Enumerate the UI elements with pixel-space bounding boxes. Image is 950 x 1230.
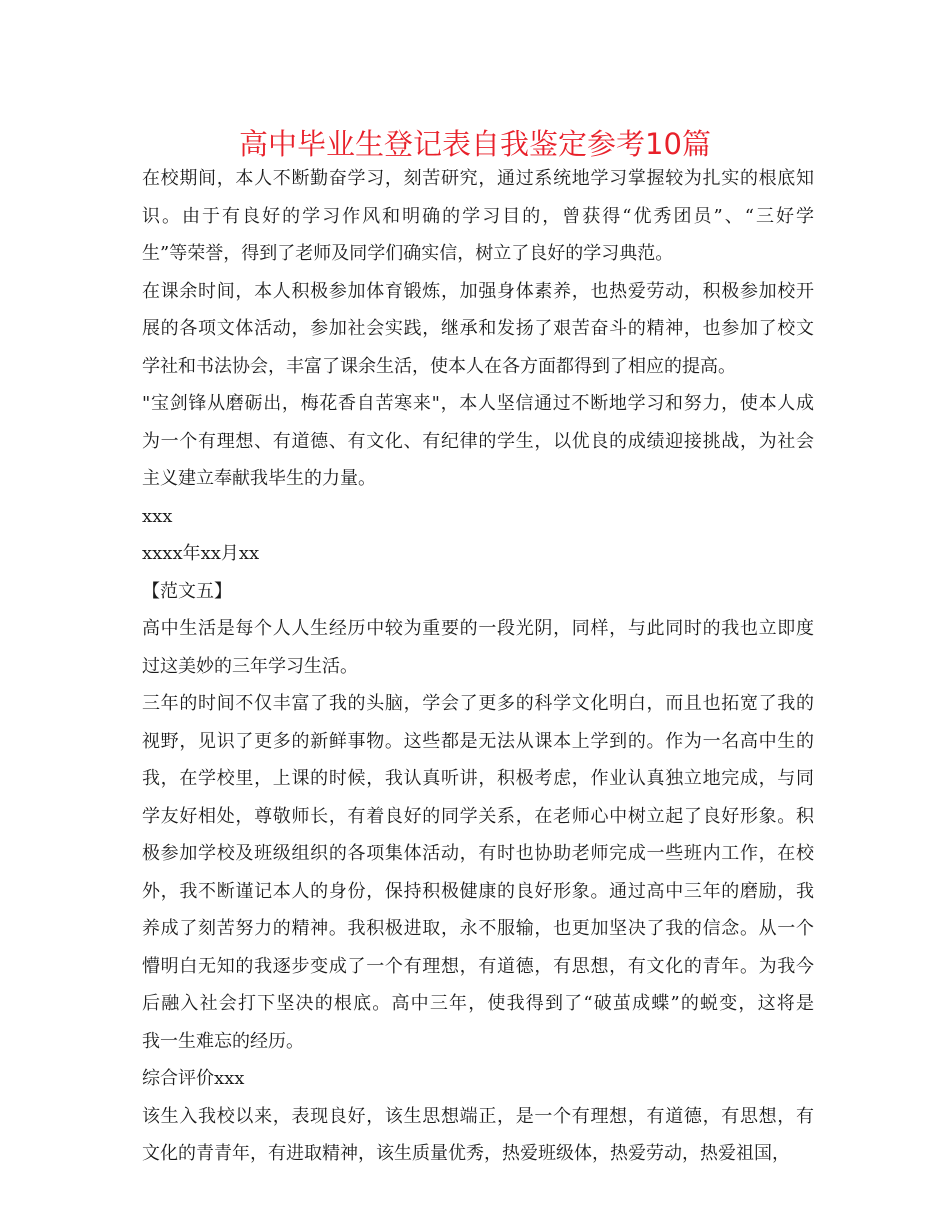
- text-line: 极参加学校及班级组织的各项集体活动，有时也协助老师完成一些班内工作，在校: [142, 843, 814, 864]
- paragraph: [142, 685, 814, 1060]
- text-line: 文化的青青年，有进取精神，该生质量优秀，热爱班级体，热爱劳动，热爱祖国，: [142, 1143, 790, 1164]
- text-line: 我一生难忘的经历。: [142, 1030, 304, 1052]
- text-line: 生”等荣誉，得到了老师及同学们确实信，树立了良好的学习典范。: [142, 243, 674, 264]
- paragraph: [142, 1060, 814, 1098]
- text-line: 展的各项文体活动，参加社会实践，继承和发扬了艰苦奋斗的精神，也参加了校文: [142, 318, 814, 339]
- paragraph: [142, 535, 814, 573]
- text-line: 后融入社会打下坚决的根底。高中三年，使我得到了“破茧成蝶”的蜕变，这将是: [142, 993, 814, 1014]
- text-line: 视野，见识了更多的新鲜事物。这些都是无法从课本上学到的。作为一名高中生的: [142, 730, 814, 752]
- text-line: 学友好相处，尊敬师长，有着良好的同学关系，在老师心中树立起了良好形象。积: [142, 805, 814, 827]
- text-line: 在课余时间，本人积极参加体育锻炼，加强身体素养，也热爱劳动，积极参加校开: [142, 280, 814, 302]
- text-line: xxx: [142, 505, 173, 527]
- text-line: xxxx年xx月xx: [142, 543, 260, 564]
- text-line: 学社和书法协会，丰富了课余生活，使本人在各方面都得到了相应的提高。: [142, 355, 736, 377]
- text-line: 【范文五】: [142, 580, 232, 602]
- paragraph: [142, 498, 814, 536]
- text-line: 为一个有理想、有道德、有文化、有纪律的学生，以优良的成绩迎接挑战，为社会: [142, 430, 814, 452]
- text-line: 主义建立奉献我毕生的力量。: [142, 468, 376, 489]
- paragraph: [142, 273, 814, 386]
- text-line: "宝剑锋从磨砺出，梅花香自苦寒来"，本人坚信通过不断地学习和努力，使本人成: [142, 393, 814, 414]
- text-line: 我，在学校里，上课的时候，我认真听讲，积极考虑，作业认真独立地完成，与同: [142, 768, 814, 789]
- paragraph: [142, 573, 814, 611]
- paragraph: [142, 610, 814, 685]
- paragraph: [142, 385, 814, 498]
- text-line: 养成了刻苦努力的精神。我积极进取，永不服输，也更加坚决了我的信念。从一个: [142, 918, 814, 939]
- text-line: 识。由于有良好的学习作风和明确的学习目的，曾获得“优秀团员”、“三好学: [142, 205, 814, 227]
- paragraph: [142, 1098, 814, 1173]
- text-line: 综合评价xxx: [142, 1068, 245, 1089]
- document-title: 高中毕业生登记表自我鉴定参考10篇: [239, 127, 711, 161]
- text-line: 该生入我校以来，表现良好，该生思想端正，是一个有理想，有道德，有思想，有: [142, 1105, 814, 1127]
- text-line: 外，我不断谨记本人的身份，保持积极健康的良好形象。通过高中三年的磨励，我: [142, 880, 814, 902]
- text-line: 三年的时间不仅丰富了我的头脑，学会了更多的科学文化明白，而且也拓宽了我的: [142, 693, 814, 714]
- document-body: [142, 160, 814, 1173]
- text-line: 高中生活是每个人人生经历中较为重要的一段光阴，同样，与此同时的我也立即度: [142, 618, 814, 639]
- text-line: 懵明白无知的我逐步变成了一个有理想，有道德，有思想，有文化的青年。为我今: [142, 955, 814, 977]
- text-line: 过这美妙的三年学习生活。: [142, 655, 358, 677]
- text-line: 在校期间，本人不断勤奋学习，刻苦研究，通过系统地学习掌握较为扎实的根底知: [142, 168, 814, 189]
- paragraph: [142, 160, 814, 273]
